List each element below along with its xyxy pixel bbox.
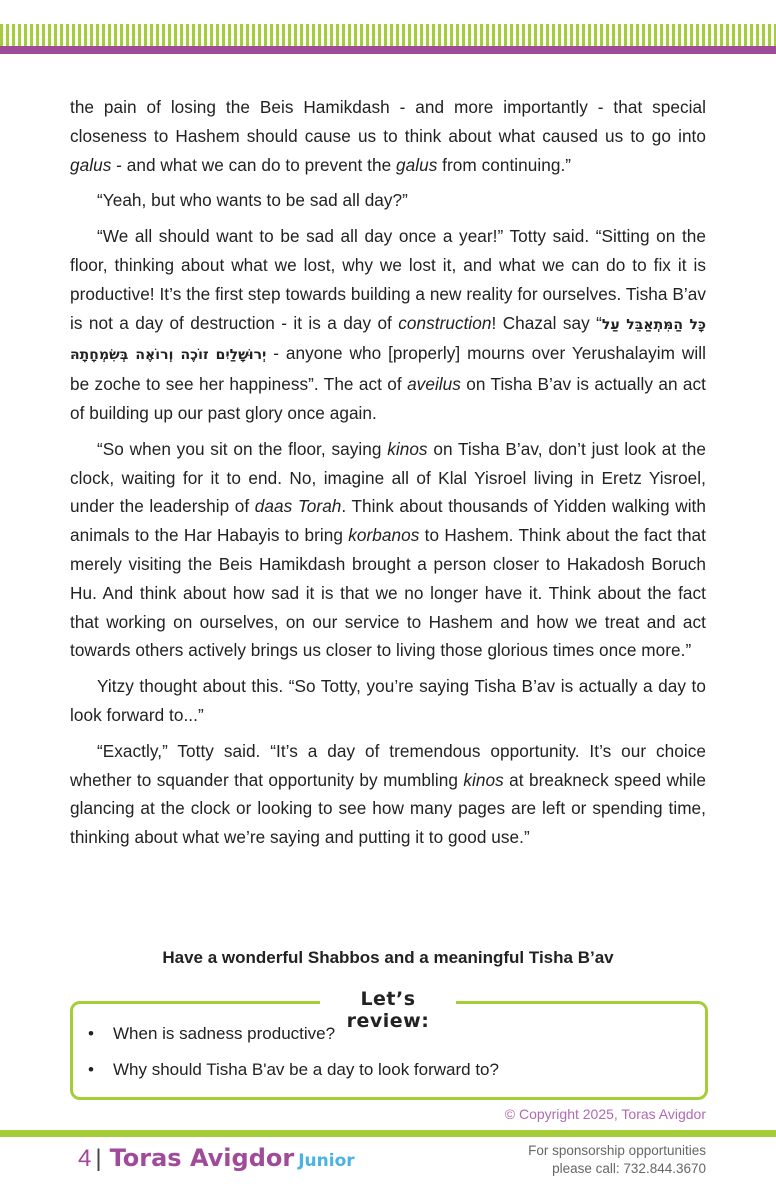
top-purple-bar <box>0 46 776 54</box>
sponsor-line-2: please call: 732.844.3670 <box>552 1161 706 1176</box>
top-tick-border <box>0 24 776 46</box>
paragraph-5: Yitzy thought about this. “So Totty, you’re saying Tisha B’av is actually a day to look forward to...” <box>70 676 706 725</box>
sponsor-line-1: For sponsorship opportunities <box>528 1143 706 1158</box>
review-question: • Why should Tisha B'av be a day to look forward to? <box>88 1060 499 1096</box>
footer-brand <box>78 1144 355 1173</box>
footer-separator: | <box>95 1145 102 1172</box>
review-list <box>88 1024 499 1096</box>
sponsorship-info <box>528 1142 706 1178</box>
review-question: • When is sadness productive? <box>88 1024 499 1060</box>
brand-name: Toras Avigdor <box>109 1144 295 1172</box>
hebrew-quote: כָּל הַמִּתְאַבֵּל עַל יְרוּשָׁלַיִם זוֹכֶה וְרוֹאֶה בְּשִׂמְחָתָהּ <box>70 316 706 364</box>
page-number: 4 <box>78 1145 92 1172</box>
paragraph-4: “So when you sit on the floor, saying kinos on Tisha B’av, don’t just look at the clock, waiting for it to end. No, imagine all of Klal Yisroel living in Eretz Yisroel, under the leadership of daas Torah. Think about thousands of Yidden walking with animals to the Har Habayis to bring korbanos to Hashem. Think about the fact that merely visiting the Beis Hamikdash brought a person closer to Hakadosh Boruch Hu. And think about how sad it is that we no longer have it. Think about the fact that working on ourselves, on our service to Hashem and how we treat and act towards others actively brings us closer to living those glorious times once more.” <box>70 438 706 661</box>
bottom-green-bar <box>0 1130 776 1137</box>
closing-line: Have a wonderful Shabbos and a meaningful Tisha B’av <box>162 948 614 967</box>
review-title: Let’s review: <box>320 988 456 1032</box>
paragraph-3: “We all should want to be sad all day once a year!” Totty said. “Sitting on the floor, thinking about what we lost, why we lost it, and what we can do to fix it is productive! It’s the first step towards building a new reality for ourselves. Tisha B’av is not a day of destruction - it is a day of construction! Chazal say “כָּל הַמִּתְאַבֵּל עַל יְרוּשָׁלַיִם זוֹכֶה וְרוֹאֶה בְּשִׂמְחָתָהּ - anyone who [properly] mourns over Yerushalayim will be zoche to see her happiness”. The act of aveilus on Tisha B’av is actually an act of building up our past glory once again. <box>70 226 706 423</box>
paragraph-2: “Yeah, but who wants to be sad all day?” <box>97 190 408 211</box>
story-text <box>70 93 706 859</box>
paragraph-1: the pain of losing the Beis Hamikdash - and more importantly - that special closeness to Hashem should cause us to think about what caused us to go into galus - and what we can do to prevent the galus from continuing.” <box>70 97 706 175</box>
paragraph-6: “Exactly,” Totty said. “It’s a day of tremendous opportunity. It’s our choice whether to squander that opportunity by mumbling kinos at breakneck speed while glancing at the clock or looking to see how many pages are left or spending time, thinking about what we’re saying and putting it to good use.” <box>70 740 706 848</box>
copyright: © Copyright 2025, Toras Avigdor <box>504 1106 706 1122</box>
brand-junior: Junior <box>298 1151 355 1171</box>
